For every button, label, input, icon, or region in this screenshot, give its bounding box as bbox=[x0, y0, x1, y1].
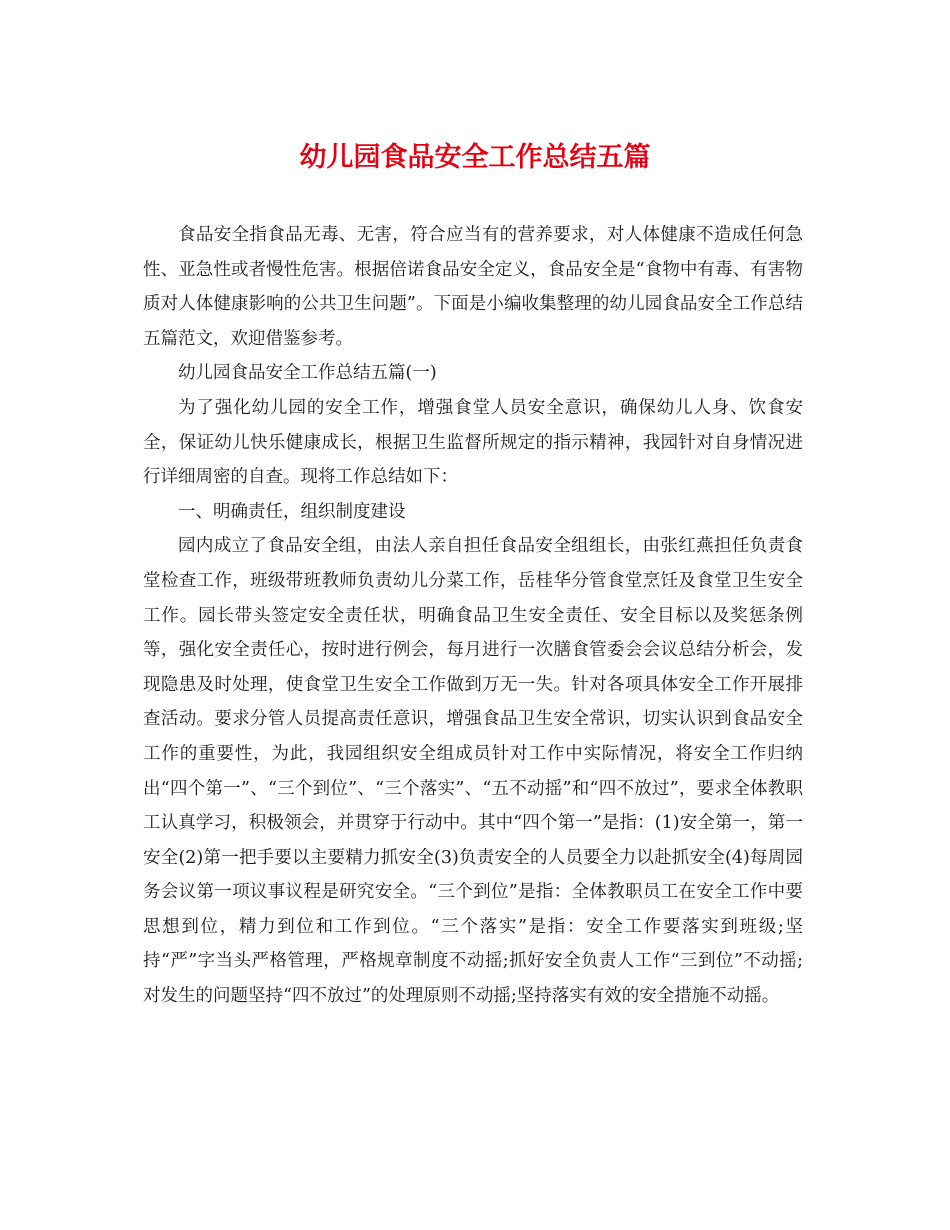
paragraph-section-heading: 幼儿园食品安全工作总结五篇(一) bbox=[178, 363, 437, 384]
paragraph-intro: 食品安全指食品无毒、无害，符合应当有的营养要求，对人体健康不造成任何急性、亚急性或者慢性危害。根据倍诺食品安全定义，食品安全是“食物中有毒、有害物质对人体健康影响的公共卫生问题”。下面是小编收集整理的幼儿园食品安全工作总结五篇范文，欢迎借鉴参考。 bbox=[143, 225, 803, 349]
document-title: 幼儿园食品安全工作总结五篇 bbox=[299, 142, 651, 173]
paragraph-subheading: 一、明确责任，组织制度建设 bbox=[178, 501, 406, 522]
paragraph-details: 园内成立了食品安全组，由法人亲自担任食品安全组组长，由张红燕担任负责食堂检查工作，班级带班教师负责幼儿分菜工作，岳桂华分管食堂烹饪及食堂卫生安全工作。园长带头签定安全责任状，明确食品卫生安全责任、安全目标以及奖惩条例等，强化安全责任心，按时进行例会，每月进行一次膳食管委会会议总结分析会，发现隐患及时处理，使食堂卫生安全工作做到万无一失。针对各项具体安全工作开展排查活动。要求分管人员提高责任意识，增强食品卫生安全常识，切实认识到食品安全工作的重要性，为此，我园组织安全组成员针对工作中实际情况，将安全工作归纳出“四个第一”、“三个到位”、“三个落实”、“五不动摇”和“四不放过”，要求全体教职工认真学习，积极领会，并贯穿于行动中。其中“四个第一”是指：(1)安全第一，第一安全(2)第一把手要以主要精力抓安全(3)负责安全的人员要全力以赴抓安全(4)每周园务会议第一项议事议程是研究安全。“三个到位”是指：全体教职员工在安全工作中要思想到位，精力到位和工作到位。“三个落实”是指：安全工作要落实到班级;坚持“严”字当头严格管理，严格规章制度不动摇;抓好安全负责人工作“三到位”不动摇;对发生的问题坚持“四不放过”的处理原则不动摇;坚持落实有效的安全措施不动摇。 bbox=[143, 536, 803, 1007]
paragraph-purpose: 为了强化幼儿园的安全工作，增强食堂人员安全意识，确保幼儿人身、饮食安全，保证幼儿快乐健康成长，根据卫生监督所规定的指示精神，我园针对自身情况进行详细周密的自查。现将工作总结如下： bbox=[143, 397, 803, 488]
document-body bbox=[143, 218, 803, 1014]
